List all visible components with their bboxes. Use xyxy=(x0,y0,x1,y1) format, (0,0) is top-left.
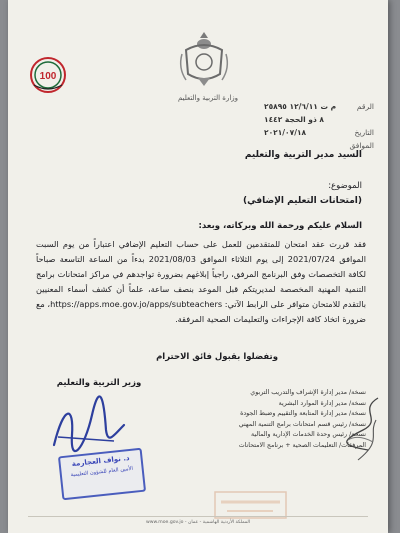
subject-label: الموضوع: xyxy=(328,181,362,191)
signature-icon xyxy=(44,395,134,455)
cc-item: المرفقات/ التعليمات الصحية + برنامج الامتحانات xyxy=(238,441,366,449)
letter-body: فقد قررت عقد امتحان للمتقدمين للعمل على حساب التعليم الإضافي اعتباراً من يوم السبت الموافق 2021/07/24 إلى يوم الثلاثاء الموافق 2021/08/03 بدءاً من الساعة التاسعة صباحاً لكافة التخصصات وفق البرنامج المرفق، راجياً إبلاغهم بضرورة تواجدهم في مراكز امتحانات برامج التنمية المهنية المخصصة لمديريتكم قبل الموعد بنصف ساعة، علماً أن كشف أسماء المعنيين بالتقدم للامتحان متوافر على الرابط الآتي: https://apps.moe.gov.jo/apps/subteachers، مع ضرورة اتخاذ كافة الإجراءات والتعليمات الصحية المرفقة. xyxy=(36,239,366,324)
reference-number-label: الرقم xyxy=(356,102,374,111)
ministry-name: وزارة التربية والتعليم xyxy=(177,94,239,102)
signer-title: وزير التربية والتعليم xyxy=(56,378,142,388)
cc-item: نسخة/ مدير إدارة الموارد البشرية xyxy=(278,399,366,407)
centenary-logo-icon xyxy=(28,55,68,95)
addressee: السيد مدير التربية والتعليم xyxy=(244,150,362,160)
footer: المملكة الأردنية الهاشمية - عمان - www.moe.gov.jo xyxy=(28,516,368,525)
cc-item: نسخة/ رئيس وحدة الخدمات الإدارية والمالية xyxy=(251,431,366,439)
cc-item: نسخة/ مدير إدارة المتابعة والتقييم وضبط الجودة xyxy=(240,410,366,418)
cc-item: نسخة/ مدير إدارة الإشراف والتدريب التربوي xyxy=(250,389,366,396)
reference-block xyxy=(264,100,374,152)
closing-line: وتفضلوا بقبول فائق الاحترام xyxy=(156,352,278,362)
corresponding-label: الموافق xyxy=(349,141,374,150)
reference-number: م ت ١٢/٦/١١ ٢٥٨٩٥ xyxy=(264,102,337,111)
official-stamp xyxy=(58,448,146,501)
cc-item: نسخة/ رئيس قسم امتحانات برامج التنمية المهني xyxy=(238,420,366,428)
svg-text:100: 100 xyxy=(39,71,57,82)
date-label: التاريخ xyxy=(354,128,374,137)
subject-title: (امتحانات التعليم الإضافي) xyxy=(243,196,362,206)
stamp-name: د. نواف العجارمة xyxy=(71,454,130,469)
hijri-date: ٨ ذو الحجة ١٤٤٢ xyxy=(264,115,324,124)
greeting: السلام عليكم ورحمة الله وبركاته، وبعد: xyxy=(198,221,362,231)
coat-of-arms-icon xyxy=(176,28,232,90)
gregorian-date: ٢٠٢١/٠٧/١٨ xyxy=(264,128,307,137)
stamp-role: الأمين العام للشؤون التعليمية xyxy=(70,465,134,479)
initials-scribble-icon xyxy=(328,390,388,480)
letter-page xyxy=(8,0,388,533)
